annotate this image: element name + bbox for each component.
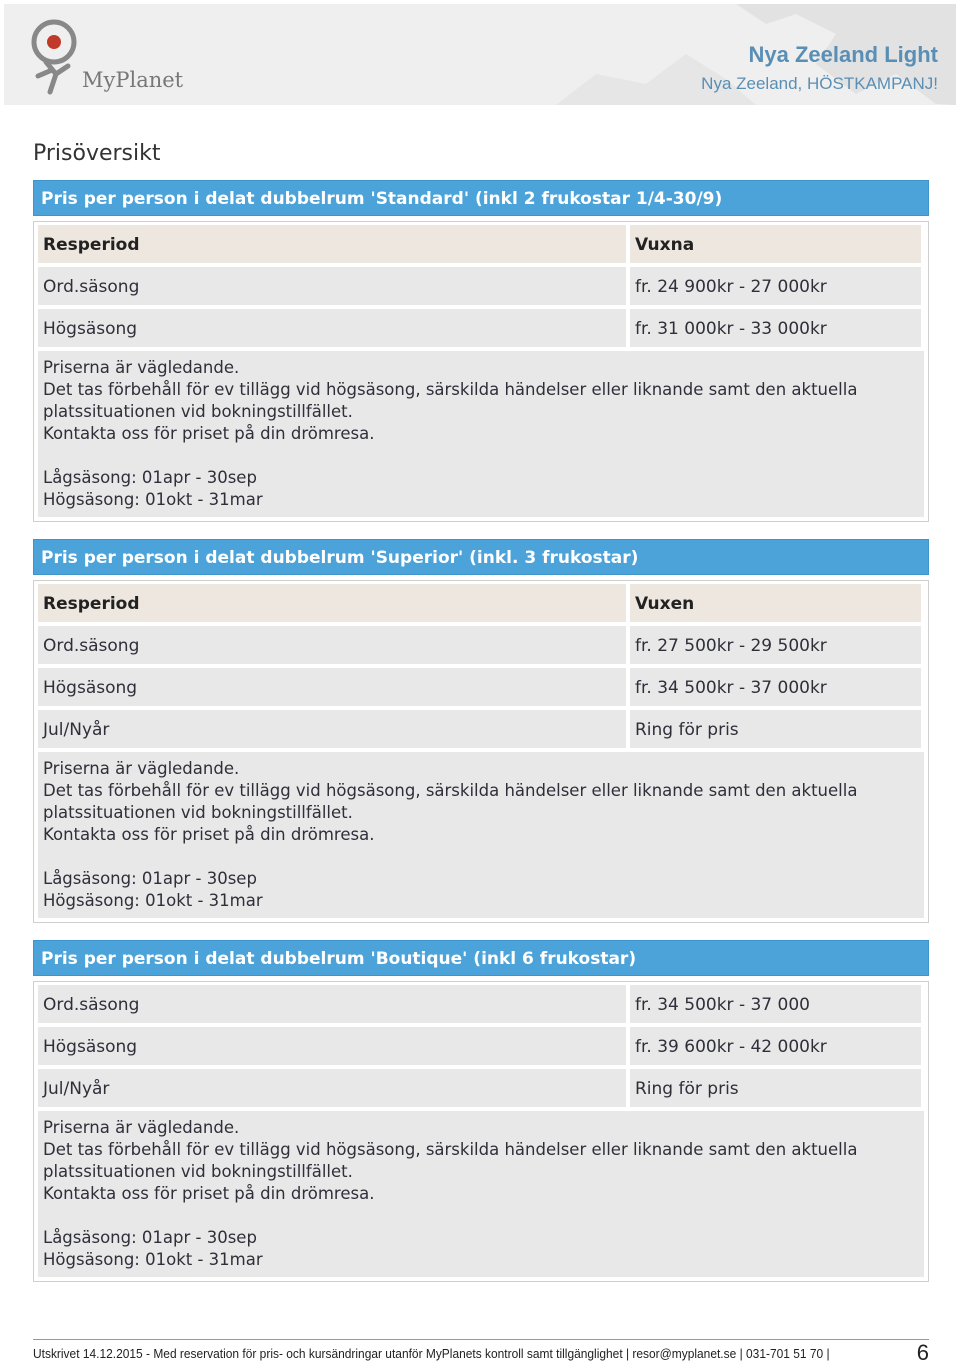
page-footer (33, 1339, 929, 1366)
column-header-period: Resperiod (38, 225, 626, 263)
price-notes (38, 351, 924, 517)
period-cell: Ord.säsong (38, 267, 626, 305)
logo-figure-icon (28, 18, 88, 98)
section-heading: Pris per person i delat dubbelrum 'Standard' (inkl 2 frukostar 1/4-30/9) (33, 180, 929, 216)
period-cell: Högsäsong (38, 309, 626, 347)
trip-title: Nya Zeeland Light (748, 42, 938, 67)
note-contact: Kontakta oss för priset på din drömresa. (43, 1184, 375, 1203)
price-table (33, 580, 929, 923)
season-low: Lågsäsong: 01apr - 30sep (43, 468, 257, 487)
price-cell: fr. 34 500kr - 37 000kr (630, 668, 921, 706)
column-header-adults: Vuxna (630, 225, 921, 263)
price-cell: fr. 31 000kr - 33 000kr (630, 309, 921, 347)
table-row (38, 985, 924, 1023)
note-reservation: Det tas förbehåll för ev tillägg vid högsäsong, särskilda händelser eller liknande samt den aktuella platssituationen vid bokningstillfället. (43, 781, 858, 822)
table-row (38, 267, 924, 305)
table-header-row (38, 225, 924, 263)
column-header-adult: Vuxen (630, 584, 921, 622)
period-cell: Högsäsong (38, 1027, 626, 1065)
price-section-standard (33, 180, 929, 522)
note-guideline: Priserna är vägledande. (43, 759, 240, 778)
trip-subtitle: Nya Zeeland, HÖSTKAMPANJ! (701, 74, 938, 93)
season-high: Högsäsong: 01okt - 31mar (43, 490, 263, 509)
note-guideline: Priserna är vägledande. (43, 358, 240, 377)
note-contact: Kontakta oss för priset på din drömresa. (43, 424, 375, 443)
season-low: Lågsäsong: 01apr - 30sep (43, 1228, 257, 1247)
page-header (4, 4, 956, 105)
price-table (33, 221, 929, 522)
price-table (33, 981, 929, 1282)
price-cell: fr. 34 500kr - 37 000 (630, 985, 921, 1023)
column-header-period: Resperiod (38, 584, 626, 622)
price-cell: fr. 24 900kr - 27 000kr (630, 267, 921, 305)
price-cell: fr. 27 500kr - 29 500kr (630, 626, 921, 664)
period-cell: Jul/Nyår (38, 1069, 626, 1107)
page-number: 6 (916, 1340, 929, 1365)
season-high: Högsäsong: 01okt - 31mar (43, 891, 263, 910)
table-row (38, 1027, 924, 1065)
price-cell: Ring för pris (630, 710, 921, 748)
section-heading: Pris per person i delat dubbelrum 'Superior' (inkl. 3 frukostar) (33, 539, 929, 575)
period-cell: Ord.säsong (38, 626, 626, 664)
period-cell: Högsäsong (38, 668, 626, 706)
table-row (38, 309, 924, 347)
note-reservation: Det tas förbehåll för ev tillägg vid högsäsong, särskilda händelser eller liknande samt den aktuella platssituationen vid bokningstillfället. (43, 380, 858, 421)
table-row (38, 710, 924, 748)
table-header-row (38, 584, 924, 622)
price-cell: Ring för pris (630, 1069, 921, 1107)
footer-disclaimer: Utskrivet 14.12.2015 - Med reservation för pris- och kursändringar utanför MyPlanets kontroll samt tillgänglighet | resor@myplanet.se | 031-701 51 70 | (33, 1346, 830, 1361)
logo-wordmark: MyPlanet (82, 68, 184, 92)
note-guideline: Priserna är vägledande. (43, 1118, 240, 1137)
period-cell: Jul/Nyår (38, 710, 626, 748)
page-title: Prisöversikt (33, 141, 161, 166)
section-heading: Pris per person i delat dubbelrum 'Boutique' (inkl 6 frukostar) (33, 940, 929, 976)
price-section-boutique (33, 940, 929, 1282)
note-contact: Kontakta oss för priset på din drömresa. (43, 825, 375, 844)
table-row (38, 668, 924, 706)
table-row (38, 1069, 924, 1107)
season-low: Lågsäsong: 01apr - 30sep (43, 869, 257, 888)
price-notes (38, 1111, 924, 1277)
price-section-superior (33, 539, 929, 923)
period-cell: Ord.säsong (38, 985, 626, 1023)
season-high: Högsäsong: 01okt - 31mar (43, 1250, 263, 1269)
price-notes (38, 752, 924, 918)
table-row (38, 626, 924, 664)
price-cell: fr. 39 600kr - 42 000kr (630, 1027, 921, 1065)
note-reservation: Det tas förbehåll för ev tillägg vid högsäsong, särskilda händelser eller liknande samt den aktuella platssituationen vid bokningstillfället. (43, 1140, 858, 1181)
